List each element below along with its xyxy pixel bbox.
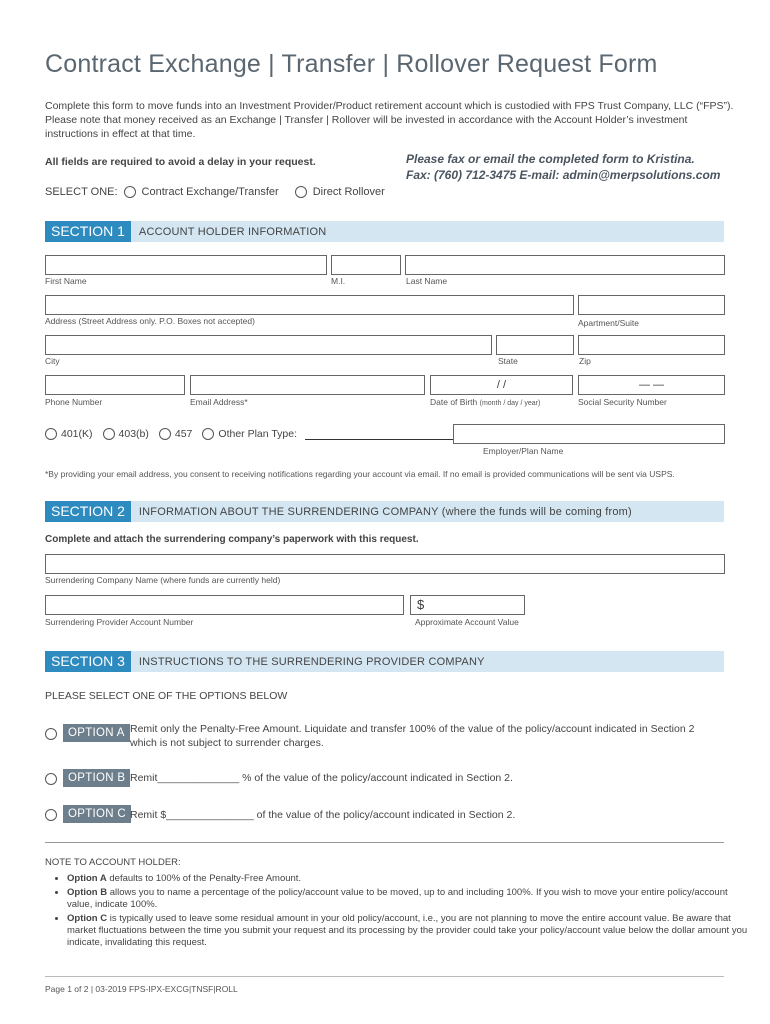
note-b-text: allows you to name a percentage of the policy/account value to be moved, up to and including 100%. If you wish to move your entire policy/account value, indicate 100%. [67,887,728,910]
page-title: Contract Exchange | Transfer | Rollover Request Form [45,50,658,78]
plan-other-label: Other Plan Type: [218,428,298,440]
first-name-field[interactable] [45,255,327,275]
phone-field[interactable] [45,375,185,395]
state-label: State [498,356,518,366]
note-item [67,887,752,911]
dob-separators: / / [496,379,507,391]
ssn-label: Social Security Number [578,397,667,407]
city-field[interactable] [45,335,492,355]
last-name-label: Last Name [406,276,448,286]
mi-label: M.I. [331,276,346,286]
option-c-text: Remit $_______________ of the value of the policy/account indicated in Section 2. [130,809,516,821]
footer-divider [45,976,724,977]
section-2-subtitle: (where the funds will be coming from) [441,505,632,518]
section-2-title [139,506,632,518]
apartment-label: Apartment/Suite [578,318,639,328]
options-select-label: PLEASE SELECT ONE OF THE OPTIONS BELOW [45,690,288,702]
note-b-bold: Option B [67,887,108,898]
radio-option-b[interactable] [45,773,57,785]
account-value-label: Approximate Account Value [415,617,519,627]
last-name-field[interactable] [405,255,725,275]
zip-field[interactable] [578,335,725,355]
option-a-tag: OPTION A [63,724,130,742]
note-a-text: defaults to 100% of the Penalty-Free Amount. [106,873,302,884]
radio-option-c[interactable] [45,809,57,821]
plan-401k-label: 401(K) [61,428,93,440]
radio-403b[interactable] [103,428,115,440]
plan-457-label: 457 [174,428,193,440]
section-2-tag: SECTION 2 [45,501,131,522]
phone-label: Phone Number [45,397,103,407]
section-2-instruction: Complete and attach the surrendering company’s paperwork with this request. [45,534,419,545]
first-name-label: First Name [45,276,87,286]
provider-account-number-label: Surrendering Provider Account Number [45,617,194,627]
employer-field[interactable] [453,424,725,444]
address-field[interactable] [45,295,574,315]
radio-exchange-transfer[interactable] [124,186,136,198]
surrendering-company-field[interactable] [45,554,725,574]
section-3-tag: SECTION 3 [45,651,131,672]
state-field[interactable] [496,335,574,355]
section-1-title: ACCOUNT HOLDER INFORMATION [138,225,327,238]
note-item [67,873,752,885]
email-consent-note: *By providing your email address, you consent to receiving notifications regarding your account via email. If no email is provided communications will be sent via USPS. [45,469,675,479]
radio-direct-rollover[interactable] [295,186,307,198]
option-b-tag: OPTION B [63,769,130,787]
plan-403b-label: 403(b) [118,428,149,440]
fax-info [406,151,720,183]
ssn-field[interactable] [578,375,725,395]
ssn-separators: — — [638,379,665,391]
section-2-header [45,501,724,522]
radio-457[interactable] [159,428,171,440]
note-a-bold: Option A [67,873,107,884]
employer-label: Employer/Plan Name [483,446,564,456]
provider-account-number-field[interactable] [45,595,404,615]
note-item [67,913,752,949]
notes-title: NOTE TO ACCOUNT HOLDER: [45,857,181,868]
intro-text: Complete this form to move funds into an Investment Provider/Product retirement account which is custodied with FPS Trust Company, LLC (“FPS”). Please note that money received as an Exchange | Transfer | Rollover will be invested in accordance with the Account Holder’s investment instructions in effect at that time. [45,100,734,140]
fax-line-1: Please fax or email the completed form to Kristina. [406,152,695,166]
section-2-title-text: INFORMATION ABOUT THE SURRENDERING COMPANY [138,505,439,518]
notes-list [45,873,752,951]
required-note: All fields are required to avoid a delay in your request. [45,156,316,168]
radio-option-a[interactable] [45,728,57,740]
radio-401k[interactable] [45,428,57,440]
select-one-label: SELECT ONE: [45,186,118,198]
account-value-field[interactable] [410,595,525,615]
dob-label [430,397,540,407]
section-3-title: INSTRUCTIONS TO THE SURRENDERING PROVIDER COMPANY [138,655,485,668]
city-label: City [45,356,60,366]
zip-label: Zip [579,356,591,366]
apartment-field[interactable] [578,295,725,315]
direct-rollover-label: Direct Rollover [312,186,385,198]
page-footer: Page 1 of 2 | 03-2019 FPS-IPX-EXCG|TNSF|ROLL [45,984,238,994]
email-field[interactable] [190,375,425,395]
dob-field[interactable] [430,375,573,395]
exchange-transfer-label: Contract Exchange/Transfer [141,186,279,198]
dob-hint: (month / day / year) [479,400,541,407]
divider [45,842,724,843]
note-c-text: is typically used to leave some residual amount in your old policy/account, i.e., you are not planning to move the entire account value. Be aware that market fluctuations between the time you submit your request and its processing by the provider could take your policy/account value below the dollar amount you indicate, invalidating this request. [67,913,748,948]
email-label: Email Address* [190,397,248,407]
dob-label-text: Date of Birth [430,397,478,407]
select-one-group [45,186,385,198]
option-a-text: Remit only the Penalty-Free Amount. Liquidate and transfer 100% of the value of the policy/account indicated in Section 2 which is not subject to surrender charges. [130,723,695,749]
section-1-header [45,221,724,242]
section-1-tag: SECTION 1 [45,221,131,242]
note-c-bold: Option C [67,913,108,924]
dollar-sign: $ [417,597,425,612]
fax-line-2: Fax: (760) 712-3475 E-mail: admin@merpsolutions.com [406,168,721,182]
surrendering-company-label: Surrendering Company Name (where funds are currently held) [45,575,281,585]
radio-other-plan[interactable] [202,428,214,440]
mi-field[interactable] [331,255,401,275]
option-c-tag: OPTION C [63,805,131,823]
section-3-header [45,651,724,672]
address-label: Address (Street Address only. P.O. Boxes not accepted) [45,316,255,326]
other-plan-input[interactable] [305,428,453,440]
plan-type-group [45,428,453,440]
option-b-text: Remit______________ % of the value of the policy/account indicated in Section 2. [130,772,513,784]
